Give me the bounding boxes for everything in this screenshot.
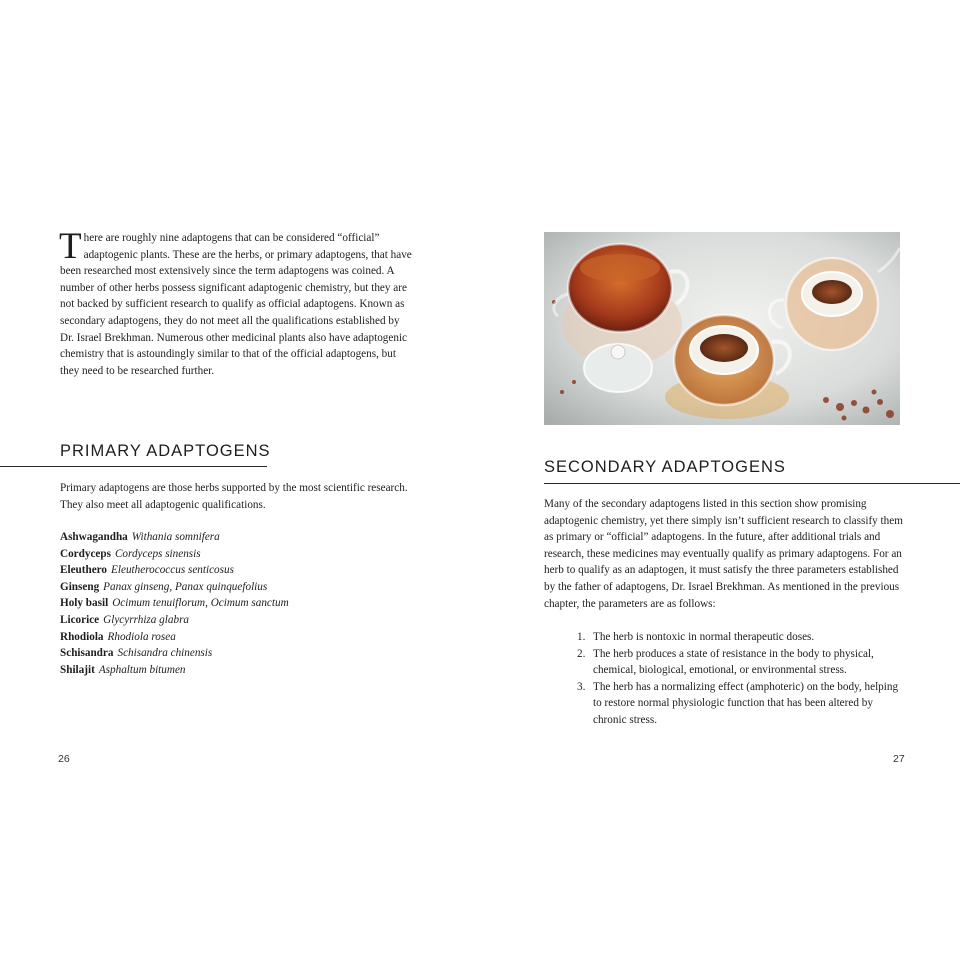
- herb-name: Shilajit: [60, 663, 95, 676]
- intro-paragraph: [59, 226, 412, 379]
- herb-latin-name: Eleutherococcus senticosus: [111, 564, 234, 577]
- page-number-right: 27: [893, 753, 905, 765]
- page-number-left: 26: [58, 753, 70, 765]
- list-item: [60, 546, 440, 563]
- list-item: [60, 579, 440, 596]
- primary-heading-rule: [0, 466, 267, 467]
- secondary-heading-rule: [544, 483, 960, 484]
- herb-latin-name: Asphaltum bitumen: [98, 663, 186, 676]
- list-item: [544, 629, 904, 646]
- herb-latin-name: Withania somnifera: [131, 531, 220, 543]
- herb-name: Rhodiola: [60, 630, 104, 643]
- herb-latin-name: Rhodiola rosea: [107, 630, 176, 643]
- primary-paragraph: Primary adaptogens are those herbs supported by the most scientific research. They also meet all adaptogenic qualifications.: [60, 482, 408, 511]
- herb-latin-name: Schisandra chinensis: [117, 647, 213, 660]
- list-number: 2.: [577, 647, 586, 660]
- secondary-adaptogens-heading: SECONDARY ADAPTOGENS: [544, 458, 786, 476]
- herb-name: Ashwagandha: [60, 531, 128, 543]
- herb-name: Cordyceps: [60, 547, 111, 560]
- list-number: 3.: [577, 680, 586, 693]
- list-item: [60, 562, 440, 579]
- list-item: [60, 662, 440, 679]
- herb-name: Schisandra: [60, 647, 114, 660]
- herb-latin-name: Glycyrrhiza glabra: [103, 613, 190, 626]
- list-item: [60, 645, 440, 662]
- drop-cap: T: [59, 226, 82, 267]
- herb-name: Licorice: [60, 613, 100, 626]
- intro-text: here are roughly nine adaptogens that can be considered “official” adaptogenic plants. These are the herbs, or primary adaptogens, that have been researched most extensively since the term adaptogens was coined. A number of other herbs possess significant adaptogenic chemistry, but they are not backed by sufficient research to qualify as official adaptogens. Known as secondary adaptogens, they do not meet all the qualifications established by Dr. Israel Brekhman. Numerous other medicinal plants also have adaptogenic chemistry that is astoundingly similar to that of the official adaptogens, but they need to be researched further.: [60, 232, 412, 377]
- herb-name: Holy basil: [60, 597, 109, 610]
- herb-name: Eleuthero: [60, 564, 108, 577]
- herb-latin-name: Cordyceps sinensis: [114, 547, 201, 560]
- list-number: 1.: [577, 631, 586, 643]
- list-item: [60, 529, 440, 546]
- list-text: The herb is nontoxic in normal therapeutic doses.: [593, 631, 815, 643]
- primary-adaptogens-heading: PRIMARY ADAPTOGENS: [60, 442, 271, 460]
- list-item: [544, 679, 904, 729]
- list-item: [60, 595, 440, 612]
- herb-name: Ginseng: [60, 580, 100, 593]
- herb-latin-name: Panax ginseng, Panax quinquefolius: [103, 580, 268, 593]
- secondary-paragraph: Many of the secondary adaptogens listed in this section show promising adaptogenic chemistry, yet there simply isn’t sufficient research to classify them as primary or “official” adaptogens. In the future, after additional trials and research, these medicines may eventually qualify as primary adaptogens. For an herb to qualify as an adaptogen, it must satisfy the three parameters established by the father of adaptogens, Dr. Israel Brekhman. As mentioned in the previous chapter, the parameters are as follows:: [544, 498, 903, 610]
- primary-herb-list: [60, 529, 440, 678]
- list-item: [60, 612, 440, 629]
- list-item: [60, 629, 440, 646]
- list-text: The herb has a normalizing effect (amphoteric) on the body, helping to restore normal physiologic function that has been altered by chronic stress.: [593, 680, 899, 726]
- list-item: [544, 646, 904, 679]
- teapots-photo: [544, 232, 900, 425]
- list-text: The herb produces a state of resistance in the body to physical, chemical, biological, emotional, or environmental stress.: [593, 647, 874, 677]
- herb-latin-name: Ocimum tenuiflorum, Ocimum sanctum: [112, 597, 289, 610]
- adaptogen-parameters-list: [544, 629, 904, 729]
